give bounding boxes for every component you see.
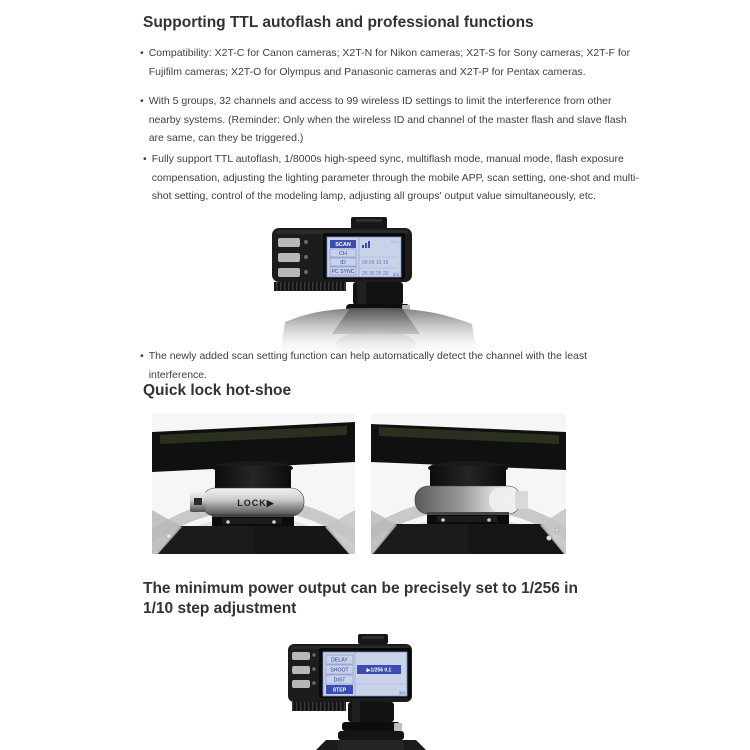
bullet-compatibility-text: Compatibility: X2T-C for Canon cameras; X2T-N for Nikon cameras; X2T-S for Sony cameras; X2T-F for Fujifilm cameras; X2T-O for Olympus and Panasonic cameras and X2T-P for Pentax cameras. xyxy=(148,47,631,78)
lcd-channel-row-1: 00 05 10 15 xyxy=(362,260,389,266)
lock-ring xyxy=(190,488,304,516)
trigger-battery-foot xyxy=(274,282,346,291)
lcd-menu-item-shoot: SHOOT xyxy=(330,667,349,674)
bullet-groups-channels-text: With 5 groups, 32 channels and access to 99 wireless ID settings to limit the interference from other nearby systems. (Reminder: Only when the wireless ID and channel of the master flash and slave flash are same, can they be triggered.) xyxy=(148,95,627,144)
camera-hotshoe-base xyxy=(212,514,294,527)
trigger-hotshoe-mount xyxy=(358,634,388,644)
bullet-ttl-support-text: Fully support TTL autoflash, 1/8000s high-speed sync, multiflash mode, manual mode, flash exposure compensation, adjusting the lighting parameter through the mobile APP, scan setting, one-shot and multi-shot setting, control of the modeling lamp, adjusting all groups' output value simultaneously, etc. xyxy=(151,153,639,202)
product-photo-trigger-step-menu xyxy=(286,634,426,750)
lock-icon xyxy=(304,240,308,244)
trigger-hotshoe-mount xyxy=(351,217,387,229)
lcd-menu-item-pcsync: PC SYNC xyxy=(331,269,355,275)
shoe-mount-column xyxy=(338,702,404,740)
bullet-ttl-support xyxy=(140,150,639,206)
lock-ring xyxy=(415,486,528,514)
bullet-marker: • xyxy=(140,350,144,362)
screw-dot xyxy=(167,534,172,539)
lamp-icon xyxy=(312,667,316,671)
stand-base xyxy=(316,740,426,750)
lcd-page-indicator: 3/4 xyxy=(398,690,405,696)
lcd-menu-item-ch: CH xyxy=(339,251,347,257)
bullet-marker: • xyxy=(140,95,144,107)
product-photo-hotshoe-locked xyxy=(152,414,355,554)
lcd-menu-item-id: ID xyxy=(340,260,346,266)
lock-icon xyxy=(312,653,316,657)
lcd-step-value: ▶1/256 0.1 xyxy=(366,667,392,674)
bullet-scan-setting-text: The newly added scan setting function can help automatically detect the channel with the least interference. xyxy=(148,350,588,381)
bullet-scan-setting xyxy=(140,347,636,384)
lcd-menu-item-delay: DELAY xyxy=(331,657,348,664)
lcd-menu-item-dist: DIST xyxy=(333,677,346,684)
bullet-marker: • xyxy=(140,47,144,59)
product-photo-trigger-scan-menu xyxy=(270,216,482,356)
bullet-groups-channels xyxy=(140,92,636,148)
set-icon xyxy=(312,681,316,685)
lamp-icon xyxy=(304,255,308,259)
lcd-page-indicator: 2/4 xyxy=(392,272,399,277)
section-title-quick-lock: Quick lock hot-shoe xyxy=(143,382,292,399)
lock-ring-latch xyxy=(515,491,528,509)
screw-dot xyxy=(547,536,552,541)
bullet-marker: • xyxy=(143,153,147,165)
trigger-battery-foot xyxy=(292,702,346,711)
lcd-version-label: V0.1 xyxy=(390,239,399,244)
lcd-menu-item-step: STEP xyxy=(332,687,347,694)
lcd-menu-item-scan: SCAN xyxy=(335,242,351,248)
section-title-ttl-functions: Supporting TTL autoflash and professional functions xyxy=(143,14,534,31)
section-title-min-power: The minimum power output can be precisely set to 1/256 in 1/10 step adjustment xyxy=(143,580,578,617)
product-photo-hotshoe-unlocked xyxy=(371,414,566,554)
bullet-compatibility xyxy=(140,44,636,81)
screw-dot xyxy=(555,528,559,532)
set-icon xyxy=(304,270,308,274)
lock-ring-label: LOCK▶ xyxy=(237,498,275,508)
lock-ring-tab xyxy=(394,723,402,731)
lcd-channel-row-2: 25 30 35 20 xyxy=(362,271,389,277)
camera-hotshoe-base xyxy=(427,512,509,525)
